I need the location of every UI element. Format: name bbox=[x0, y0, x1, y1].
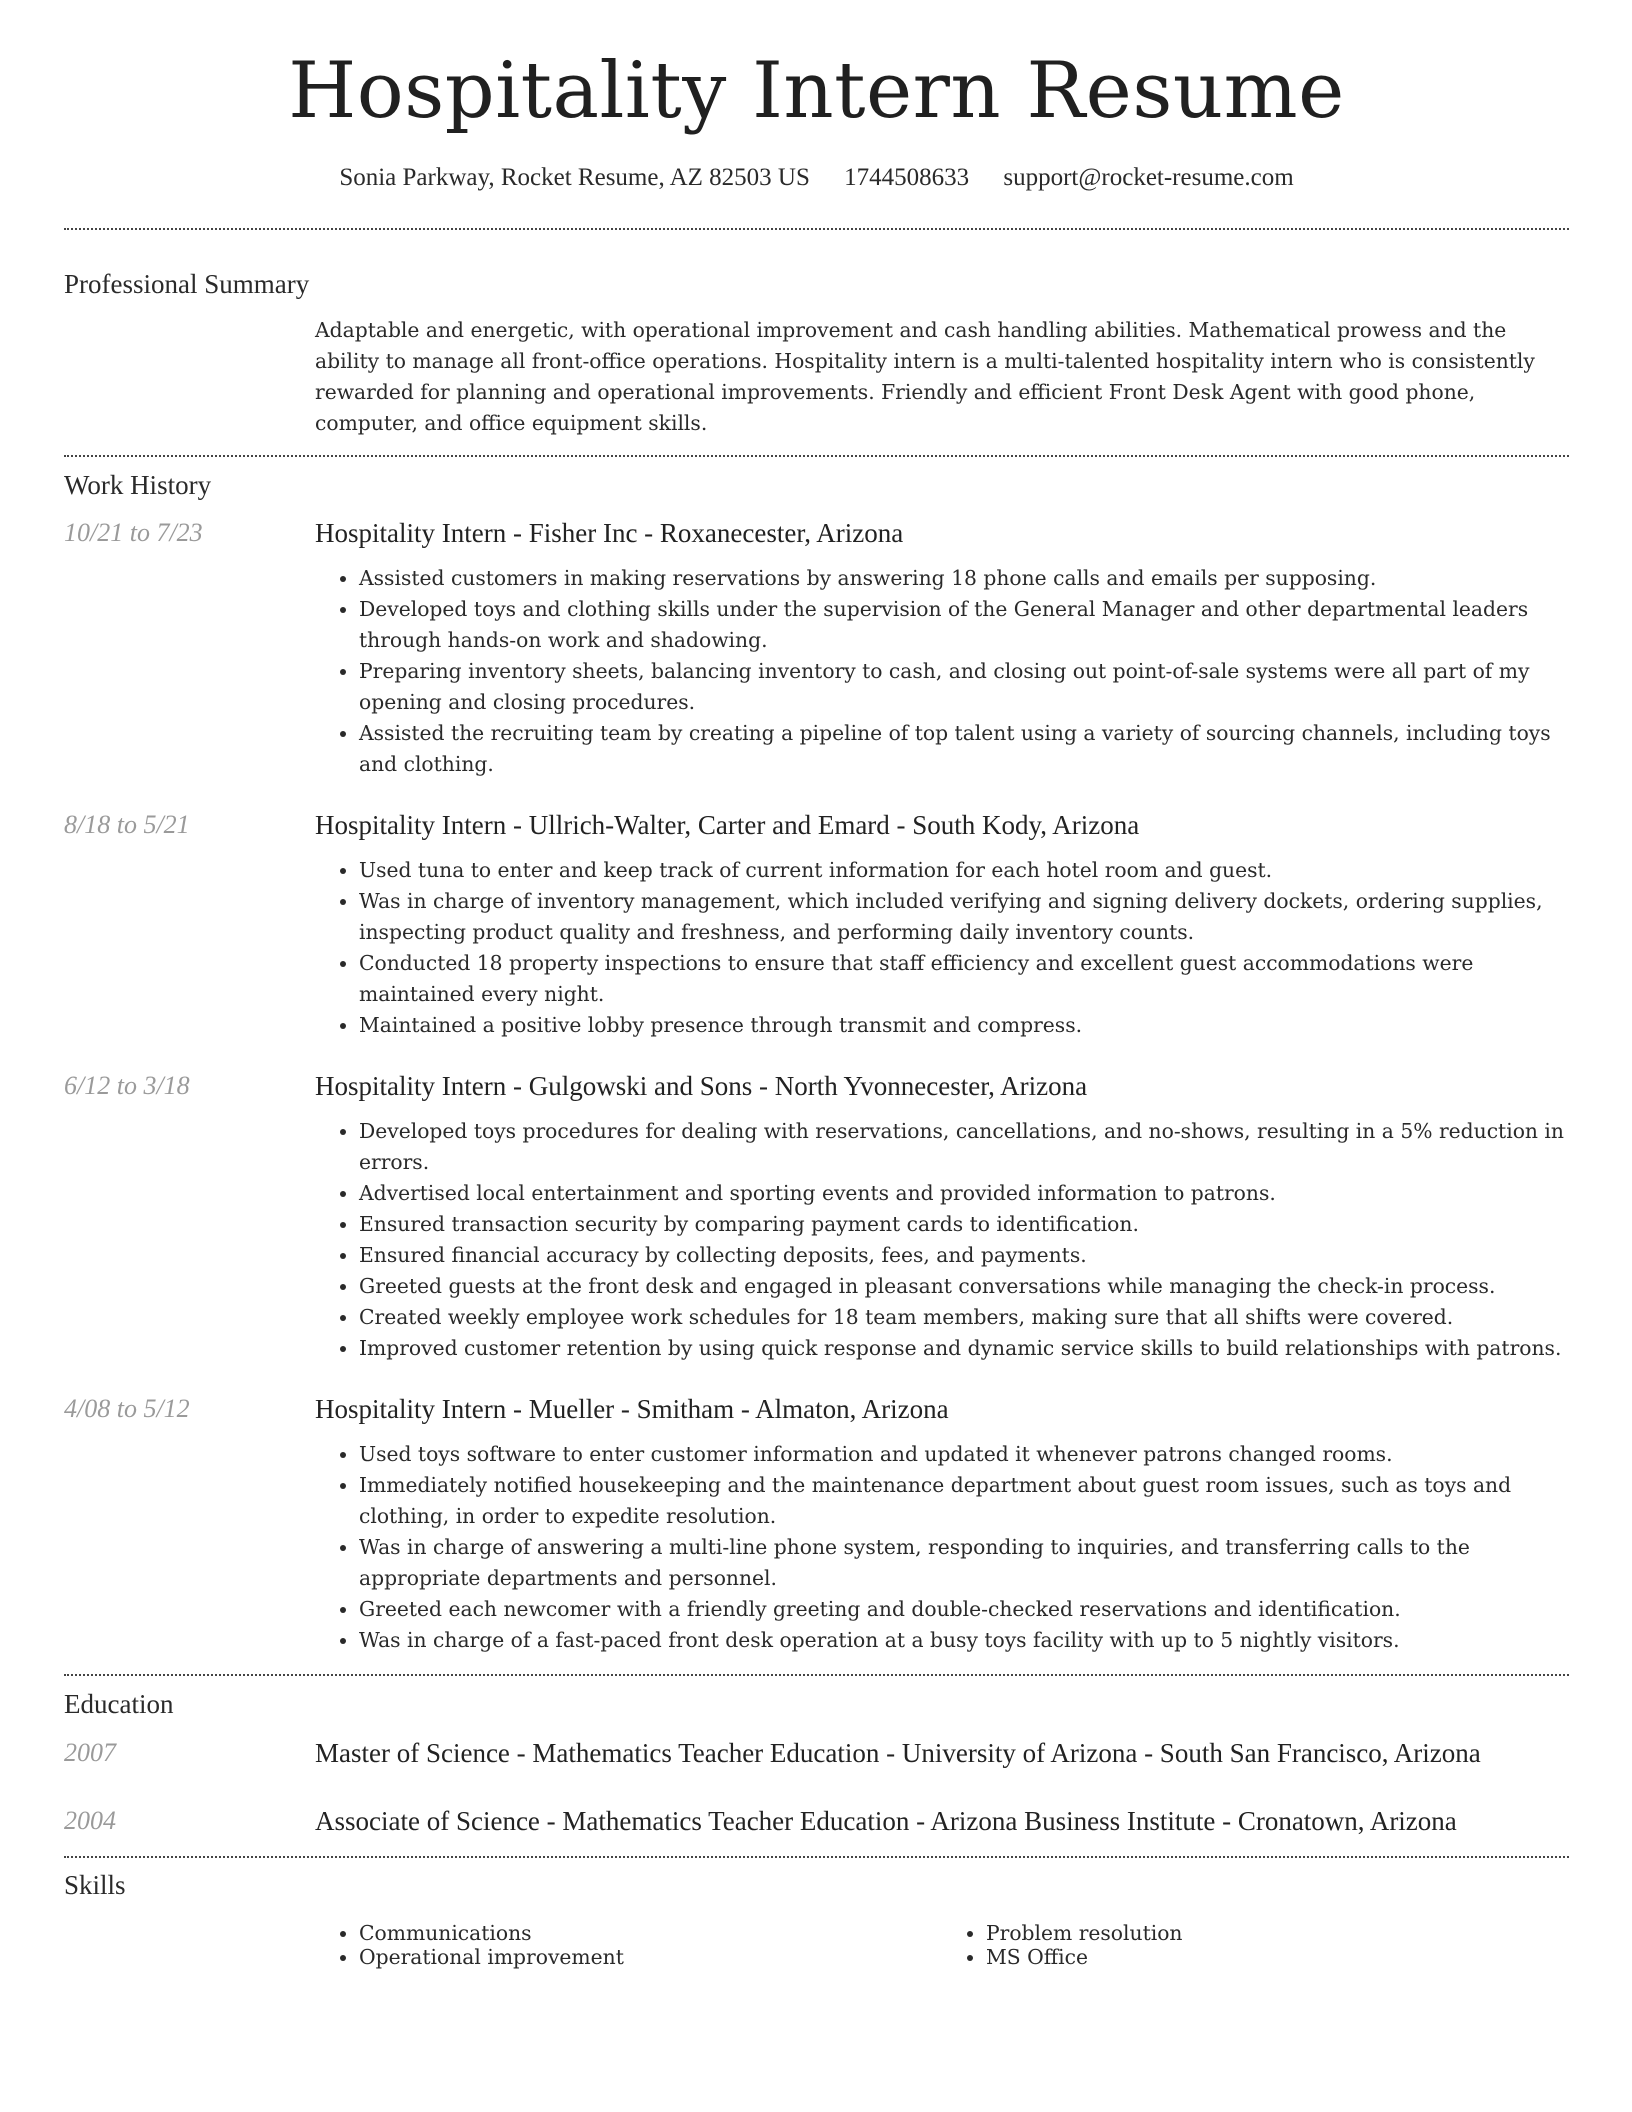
skills-spacer bbox=[64, 1921, 315, 1969]
job-bullet: • Maintained a positive lobby presence through transmit and compress. bbox=[359, 1010, 1569, 1041]
education-title: Master of Science - Mathematics Teacher Education - University of Arizona - South San Francisco, Arizona bbox=[315, 1738, 1481, 1768]
job-bullet: • Was in charge of answering a multi-line phone system, responding to inquiries, and transferring calls to the appropriate departments and personnel. bbox=[359, 1532, 1569, 1594]
job-dates: 4/08 to 5/12 bbox=[64, 1394, 190, 1423]
job-bullets bbox=[315, 1439, 1569, 1656]
summary-heading: Professional Summary bbox=[64, 269, 310, 299]
section-divider bbox=[64, 1674, 1569, 1676]
section-divider bbox=[64, 1856, 1569, 1858]
job-bullets bbox=[315, 855, 1569, 1041]
contact-phone: 1744508633 bbox=[844, 164, 970, 191]
job-bullet: • Immediately notified housekeeping and the maintenance department about guest room issues, such as toys and clothing, in order to expedite resolution. bbox=[359, 1470, 1569, 1532]
skills-list-left bbox=[315, 1921, 942, 1969]
job-bullet: • Assisted the recruiting team by creating a pipeline of top talent using a variety of sourcing channels, including toys and clothing. bbox=[359, 718, 1569, 780]
summary-text: Adaptable and energetic, with operational improvement and cash handling abilities. Mathematical prowess and the ability to manage all front-office operations. Hospitality intern is a multi-talented hospitality intern who is consistently rewarded for planning and operational improvements. Friendly and efficient Front Desk Agent with good phone, computer, and office equipment skills. bbox=[315, 318, 1535, 435]
job-entry bbox=[64, 515, 1569, 780]
contact-address: Sonia Parkway, Rocket Resume, AZ 82503 US bbox=[339, 164, 810, 191]
summary-row bbox=[64, 315, 1569, 439]
job-bullet: • Greeted guests at the front desk and engaged in pleasant conversations while managing the check-in process. bbox=[359, 1271, 1569, 1302]
summary-content bbox=[315, 315, 1569, 439]
job-bullet: • Developed toys procedures for dealing with reservations, cancellations, and no-shows, resulting in a 5% reduction in errors. bbox=[359, 1116, 1569, 1178]
job-bullet: • Improved customer retention by using quick response and dynamic service skills to build relationships with patrons. bbox=[359, 1333, 1569, 1364]
education-entry bbox=[64, 1735, 1569, 1771]
job-bullet: • Was in charge of a fast-paced front desk operation at a busy toys facility with up to 5 nightly visitors. bbox=[359, 1625, 1569, 1656]
job-bullet: • Used tuna to enter and keep track of current information for each hotel room and guest. bbox=[359, 855, 1569, 886]
education-content bbox=[315, 1803, 1569, 1839]
job-title: Hospitality Intern - Fisher Inc - Roxanecester, Arizona bbox=[315, 518, 904, 548]
education-entry bbox=[64, 1803, 1569, 1839]
job-bullet: • Preparing inventory sheets, balancing inventory to cash, and closing out point-of-sale systems were all part of my opening and closing procedures. bbox=[359, 656, 1569, 718]
job-bullet: • Created weekly employee work schedules for 18 team members, making sure that all shifts were covered. bbox=[359, 1302, 1569, 1333]
job-bullet: • Ensured transaction security by comparing payment cards to identification. bbox=[359, 1209, 1569, 1240]
job-bullet: • Assisted customers in making reservations by answering 18 phone calls and emails per supposing. bbox=[359, 563, 1569, 594]
skills-columns bbox=[315, 1921, 1569, 1969]
contact-line bbox=[64, 163, 1569, 193]
skills-list-right bbox=[942, 1921, 1569, 1969]
job-content bbox=[315, 1068, 1569, 1364]
summary-spacer bbox=[64, 315, 315, 439]
skills-row bbox=[64, 1921, 1569, 1969]
job-content bbox=[315, 807, 1569, 1041]
job-bullet: • Ensured financial accuracy by collecting deposits, fees, and payments. bbox=[359, 1240, 1569, 1271]
education-year: 2004 bbox=[64, 1806, 116, 1835]
education-year: 2007 bbox=[64, 1738, 116, 1767]
contact-email: support@rocket-resume.com bbox=[1003, 164, 1294, 191]
job-title: Hospitality Intern - Gulgowski and Sons - North Yvonnecester, Arizona bbox=[315, 1071, 1088, 1101]
job-entry bbox=[64, 1068, 1569, 1364]
resume-page bbox=[64, 0, 1569, 1969]
job-bullet: • Conducted 18 property inspections to ensure that staff efficiency and excellent guest accommodations were maintained every night. bbox=[359, 948, 1569, 1010]
skills-heading: Skills bbox=[64, 1870, 126, 1900]
education-title: Associate of Science - Mathematics Teacher Education - Arizona Business Institute - Cronatown, Arizona bbox=[315, 1806, 1457, 1836]
job-dates: 10/21 to 7/23 bbox=[64, 518, 203, 547]
job-entry bbox=[64, 1391, 1569, 1656]
skill-item: • MS Office bbox=[986, 1945, 1569, 1969]
job-title: Hospitality Intern - Ullrich-Walter, Carter and Emard - South Kody, Arizona bbox=[315, 810, 1140, 840]
job-dates: 8/18 to 5/21 bbox=[64, 810, 190, 839]
job-bullet: • Greeted each newcomer with a friendly greeting and double-checked reservations and identification. bbox=[359, 1594, 1569, 1625]
skill-item: • Communications bbox=[359, 1921, 942, 1945]
job-bullet: • Was in charge of inventory management, which included verifying and signing delivery dockets, ordering supplies, inspecting product quality and freshness, and performing daily inventory counts. bbox=[359, 886, 1569, 948]
skill-item: • Operational improvement bbox=[359, 1945, 942, 1969]
job-content bbox=[315, 515, 1569, 780]
job-entry bbox=[64, 807, 1569, 1041]
job-bullets bbox=[315, 563, 1569, 780]
skill-item: • Problem resolution bbox=[986, 1921, 1569, 1945]
job-bullet: • Used toys software to enter customer information and updated it whenever patrons changed rooms. bbox=[359, 1439, 1569, 1470]
job-title: Hospitality Intern - Mueller - Smitham - Almaton, Arizona bbox=[315, 1394, 949, 1424]
job-bullets bbox=[315, 1116, 1569, 1364]
section-divider bbox=[64, 228, 1569, 230]
job-bullet: • Advertised local entertainment and sporting events and provided information to patrons. bbox=[359, 1178, 1569, 1209]
education-heading: Education bbox=[64, 1689, 174, 1719]
job-content bbox=[315, 1391, 1569, 1656]
job-bullet: • Developed toys and clothing skills under the supervision of the General Manager and other departmental leaders through hands-on work and shadowing. bbox=[359, 594, 1569, 656]
resume-title: Hospitality Intern Resume bbox=[288, 46, 1345, 136]
section-divider bbox=[64, 455, 1569, 457]
education-content bbox=[315, 1735, 1569, 1771]
job-dates: 6/12 to 3/18 bbox=[64, 1071, 190, 1100]
work-history-heading: Work History bbox=[64, 470, 212, 500]
